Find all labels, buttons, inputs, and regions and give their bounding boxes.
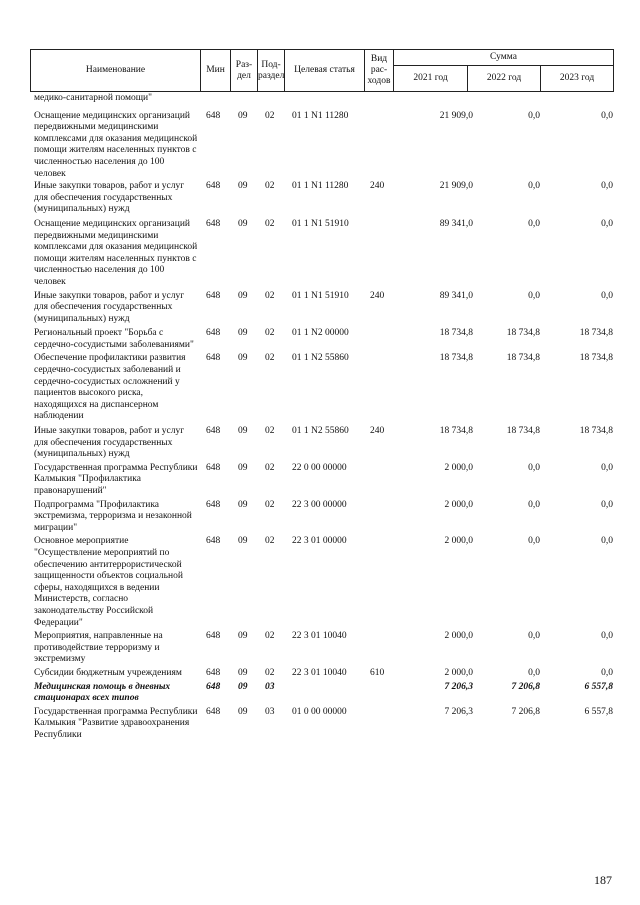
row-min: 648 [206,667,221,678]
row-min: 648 [206,218,221,229]
row-podrazdel: 02 [265,499,275,510]
row-podrazdel: 03 [265,681,275,692]
row-sum-2022: 7 206,8 [511,706,540,717]
row-name: Обеспечение профилактики развития сердечно-сосудистых заболеваний и сердечно-сосудистых осложнений у пациентов высокого риска, находящихся на диспансерном наблюдении [34,353,186,422]
header-tselevaya: Целевая статья [285,50,365,92]
row-podrazdel: 02 [265,426,275,437]
row-sum-2021: 2 000,0 [444,536,473,547]
table-header [30,49,614,92]
row-podrazdel: 02 [265,110,275,121]
row-sum-2022: 7 206,8 [511,681,540,692]
table-row [30,426,613,461]
row-name: Государственная программа Республики Калмыкия "Профилактика правонарушений" [34,462,198,496]
table-row [30,668,613,680]
row-sum-2021: 18 734,8 [439,328,473,339]
row-razdel: 09 [238,290,248,301]
row-sum-2021: 18 734,8 [439,426,473,437]
row-tselevaya: 01 1 N2 55860 [292,426,349,437]
row-podrazdel: 03 [265,706,275,717]
row-sum-2022: 0,0 [528,181,540,192]
table-row [30,328,613,351]
row-sum-2021: 7 206,3 [444,706,473,717]
table-row [30,463,613,498]
row-sum-2021: 2 000,0 [444,462,473,473]
row-tselevaya: 01 1 N2 00000 [292,328,349,339]
row-vid: 610 [370,667,385,678]
row-name: Субсидии бюджетным учреждениям [34,667,182,678]
row-sum-2022: 0,0 [528,499,540,510]
row-name: Медицинская помощь в дневных стационарах всех типов [34,681,171,704]
row-min: 648 [206,631,221,642]
table-body [30,93,613,741]
row-name: Иные закупки товаров, работ и услуг для обеспечения государственных (муниципальных) нужд [34,181,185,215]
header-vid: Вид рас-ходов [365,50,394,92]
row-razdel: 09 [238,706,248,717]
row-podrazdel: 02 [265,462,275,473]
header-min: Мин [201,50,231,92]
row-podrazdel: 02 [265,536,275,547]
row-tselevaya: 22 3 00 00000 [292,499,347,510]
row-sum-2022: 0,0 [528,536,540,547]
table-row [30,353,613,423]
row-min: 648 [206,426,221,437]
row-razdel: 09 [238,181,248,192]
row-sum-2021: 2 000,0 [444,667,473,678]
row-razdel: 09 [238,499,248,510]
row-sum-2021: 89 341,0 [439,290,473,301]
row-vid: 240 [370,290,385,301]
row-min: 648 [206,681,221,692]
row-tselevaya: 22 3 01 00000 [292,536,347,547]
row-min: 648 [206,181,221,192]
table-row [30,631,613,666]
row-vid: 240 [370,426,385,437]
row-sum-2023: 0,0 [601,631,613,642]
row-min: 648 [206,462,221,473]
row-tselevaya: 22 3 01 10040 [292,631,347,642]
row-sum-2023: 0,0 [601,181,613,192]
row-sum-2023: 18 734,8 [579,328,613,339]
row-razdel: 09 [238,681,248,692]
row-name: Государственная программа Республики Калмыкия "Развитие здравоохранения Республики [34,706,198,740]
row-podrazdel: 02 [265,181,275,192]
row-sum-2021: 21 909,0 [439,181,473,192]
row-sum-2023: 18 734,8 [579,353,613,364]
header-summa: Сумма [394,50,614,66]
row-sum-2021: 2 000,0 [444,499,473,510]
table-row [30,500,613,535]
row-razdel: 09 [238,353,248,364]
row-podrazdel: 02 [265,631,275,642]
row-sum-2022: 0,0 [528,110,540,121]
header-razdel: Раз-дел [231,50,258,92]
header-2022: 2022 год [468,66,541,92]
row-podrazdel: 02 [265,290,275,301]
row-sum-2023: 6 557,8 [584,706,613,717]
table-row [30,181,613,216]
row-sum-2021: 21 909,0 [439,110,473,121]
row-sum-2021: 2 000,0 [444,631,473,642]
row-sum-2022: 0,0 [528,290,540,301]
table-row [30,682,613,705]
row-sum-2022: 18 734,8 [506,353,540,364]
row-tselevaya: 01 1 N1 51910 [292,218,349,229]
header-2023: 2023 год [541,66,614,92]
row-tselevaya: 01 1 N1 51910 [292,290,349,301]
row-sum-2022: 0,0 [528,218,540,229]
table-row [30,707,613,742]
header-name: Наименование [31,50,201,92]
row-sum-2023: 0,0 [601,218,613,229]
row-min: 648 [206,290,221,301]
row-min: 648 [206,353,221,364]
table-row [30,291,613,326]
row-razdel: 09 [238,110,248,121]
row-razdel: 09 [238,426,248,437]
row-sum-2023: 0,0 [601,667,613,678]
row-tselevaya: 01 1 N1 11280 [292,181,349,192]
row-razdel: 09 [238,631,248,642]
row-sum-2023: 0,0 [601,462,613,473]
continuation-row [30,93,613,105]
row-razdel: 09 [238,536,248,547]
row-tselevaya: 22 0 00 00000 [292,462,347,473]
row-name: Основное мероприятие "Осуществление мероприятий по обеспечению антитеррористической защищенности объектов социальной сферы, находящихся в ведении Министерств, согласно законодательству Российской Федерации" [34,536,183,628]
row-name: Оснащение медицинских организаций передвижными медицинскими комплексами для оказания медицинской помощи жителям населенных пунктов с численностью населения до 100 человек [34,218,198,287]
row-name: Мероприятия, направленные на противодействие терроризму и экстремизму [34,631,163,665]
row-tselevaya: 22 3 01 10040 [292,667,347,678]
continuation-text: медико-санитарной помощи" [34,93,153,103]
row-razdel: 09 [238,667,248,678]
row-min: 648 [206,110,221,121]
row-sum-2023: 0,0 [601,290,613,301]
header-podrazdel: Под-раздел [258,50,285,92]
page-number: 187 [594,873,612,887]
row-sum-2023: 0,0 [601,536,613,547]
row-sum-2022: 0,0 [528,667,540,678]
row-sum-2022: 18 734,8 [506,328,540,339]
row-sum-2021: 89 341,0 [439,218,473,229]
row-min: 648 [206,706,221,717]
row-sum-2023: 18 734,8 [579,426,613,437]
table-row [30,111,613,181]
row-sum-2023: 6 557,8 [584,681,613,692]
row-vid: 240 [370,181,385,192]
row-min: 648 [206,536,221,547]
row-tselevaya: 01 1 N2 55860 [292,353,349,364]
row-podrazdel: 02 [265,667,275,678]
row-sum-2022: 0,0 [528,631,540,642]
row-tselevaya: 01 0 00 00000 [292,706,347,717]
row-sum-2021: 18 734,8 [439,353,473,364]
row-sum-2023: 0,0 [601,110,613,121]
table-row [30,219,613,289]
row-sum-2022: 0,0 [528,462,540,473]
row-razdel: 09 [238,328,248,339]
row-podrazdel: 02 [265,218,275,229]
row-tselevaya: 01 1 N1 11280 [292,110,349,121]
table-row [30,536,613,629]
row-podrazdel: 02 [265,353,275,364]
header-2021: 2021 год [394,66,468,92]
row-sum-2023: 0,0 [601,499,613,510]
row-name: Иные закупки товаров, работ и услуг для обеспечения государственных (муниципальных) нужд [34,426,185,460]
row-name: Иные закупки товаров, работ и услуг для обеспечения государственных (муниципальных) нужд [34,290,185,324]
row-name: Региональный проект "Борьба с сердечно-сосудистыми заболеваниями" [34,328,194,350]
row-sum-2021: 7 206,3 [444,681,473,692]
row-razdel: 09 [238,462,248,473]
row-min: 648 [206,499,221,510]
row-name: Подпрограмма "Профилактика экстремизма, терроризма и незаконной миграции" [34,499,192,533]
row-sum-2022: 18 734,8 [506,426,540,437]
row-name: Оснащение медицинских организаций передвижными медицинскими комплексами для оказания медицинской помощи жителям населенных пунктов с численностью населения до 100 человек [34,110,198,179]
row-min: 648 [206,328,221,339]
row-podrazdel: 02 [265,328,275,339]
row-razdel: 09 [238,218,248,229]
